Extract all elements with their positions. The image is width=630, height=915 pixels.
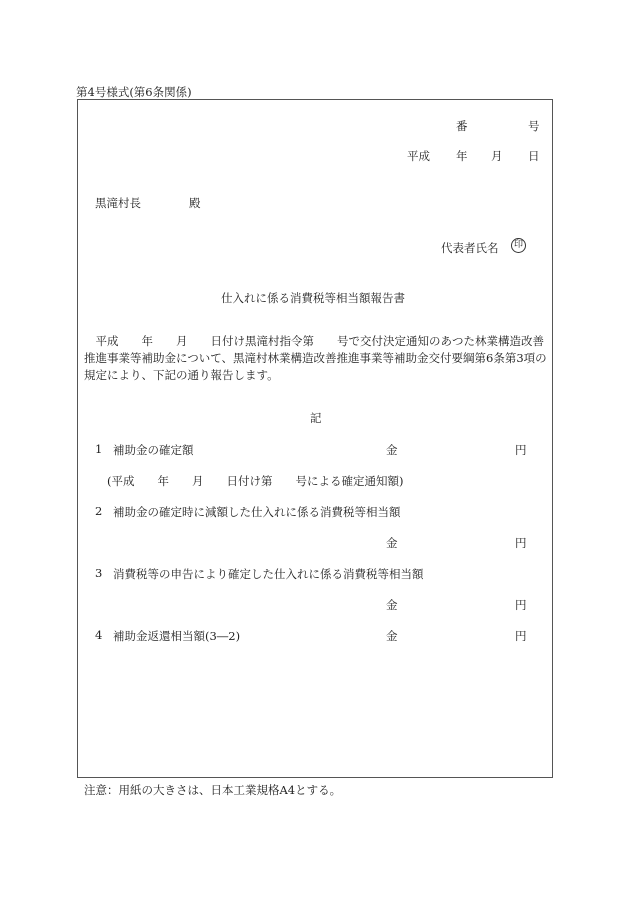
seal-icon: 印 — [511, 238, 526, 253]
item-en-label: 円 — [515, 443, 527, 457]
body-paragraph: 平成 年 月 日付け黒滝村指令第 号で交付決定通知のあつた林業構造改善推進事業等補助金について、黒滝村林業構造改善推進事業等補助金交付要綱第6条第3項の規定により、下記の通り報告します。 — [84, 334, 547, 382]
footnote: 注意：用紙の大きさは、日本工業規格A4とする。 — [84, 783, 342, 797]
item-kin-label: 金 — [386, 598, 398, 612]
item-en-label: 円 — [515, 598, 527, 612]
item-en-label: 円 — [515, 536, 527, 550]
form-number-label: 第4号様式(第6条関係) — [76, 85, 192, 99]
item-kin-label: 金 — [386, 629, 398, 643]
item-label: 補助金の確定額 — [113, 443, 194, 457]
item-number: 3 — [95, 566, 103, 580]
item-label: 補助金返還相当額(3―2) — [113, 629, 241, 643]
date-era-label: 平成 — [407, 149, 430, 163]
form-frame — [77, 99, 553, 778]
date-day-label: 日 — [528, 149, 540, 163]
date-year-label: 年 — [456, 149, 468, 163]
item-label: 補助金の確定時に減額した仕入れに係る消費税等相当額 — [113, 505, 401, 519]
item-number: 2 — [95, 504, 103, 518]
item-kin-label: 金 — [386, 536, 398, 550]
item-label: 消費税等の申告により確定した仕入れに係る消費税等相当額 — [113, 567, 424, 581]
number-go-label: 号 — [528, 119, 540, 133]
document-title: 仕入れに係る消費税等相当額報告書 — [221, 291, 405, 305]
addressee-honorific: 殿 — [189, 196, 201, 210]
ki-heading: 記 — [310, 411, 322, 425]
item-en-label: 円 — [515, 629, 527, 643]
number-ban-label: 番 — [456, 119, 468, 133]
addressee-name: 黒滝村長 — [95, 196, 141, 210]
date-month-label: 月 — [491, 149, 503, 163]
item-number: 4 — [95, 628, 103, 642]
representative-name-label: 代表者氏名 — [441, 241, 499, 255]
item-kin-label: 金 — [386, 443, 398, 457]
item-note: (平成 年 月 日付け第 号による確定通知額) — [107, 474, 404, 488]
item-number: 1 — [95, 442, 103, 456]
